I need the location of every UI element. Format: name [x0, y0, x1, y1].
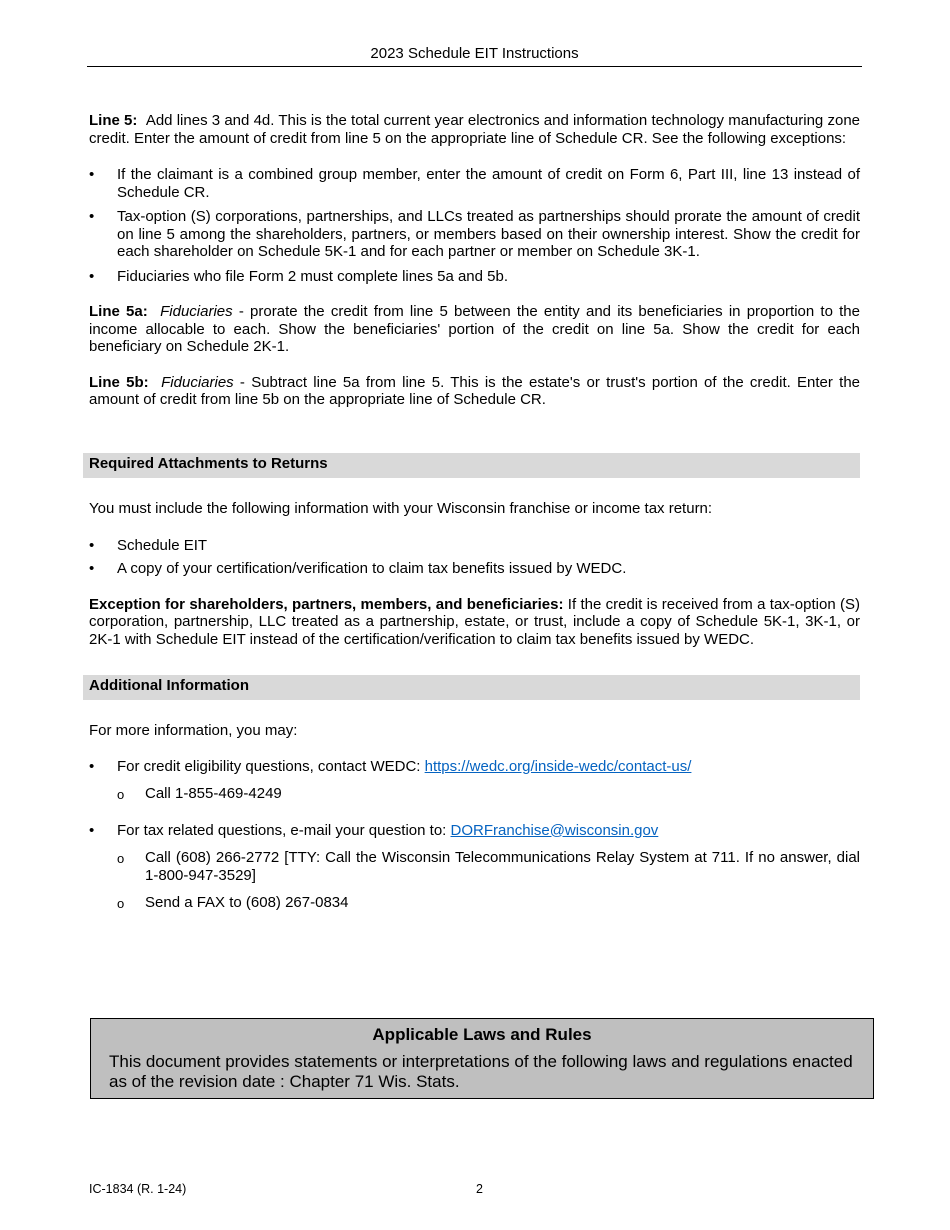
- line5a-italic: Fiduciaries: [160, 303, 233, 320]
- bullet-mark: •: [89, 166, 95, 183]
- exception-label: Exception for shareholders, partners, members, and beneficiaries:: [89, 595, 564, 613]
- sub-list-item-text: Send a FAX to (608) 267-0834: [145, 894, 349, 911]
- line5a-paragraph: [89, 303, 860, 356]
- list-item-text: If the claimant is a combined group member, enter the amount of credit on Form 6, Part III, line 13 instead of Schedule CR.: [117, 166, 860, 201]
- list-item-text: [117, 822, 860, 840]
- sub-list-item-text: Call (608) 266-2772 [TTY: Call the Wisconsin Telecommunications Relay System at 711. If no answer, dial 1-800-947-3529]: [145, 849, 860, 884]
- list-item: [89, 758, 860, 776]
- bullet-mark: •: [89, 267, 95, 285]
- sub-bullet-mark: o: [117, 787, 125, 802]
- list-item-text: A copy of your certification/verification to claim tax benefits issued by WEDC.: [117, 560, 627, 577]
- footer-form-id: IC-1834 (R. 1-24): [89, 1182, 187, 1196]
- attachments-intro: You must include the following information with your Wisconsin franchise or income tax return:: [89, 500, 713, 517]
- line5b-text: - Subtract line 5a from line 5. This is the estate's or trust's portion of the credit. Enter the amount of credit from line 5b on the appropriate line of Schedule CR.: [89, 373, 860, 408]
- sub-list-item-text: Call 1-855-469-4249: [145, 785, 282, 802]
- list-item-text: Schedule EIT: [117, 536, 208, 554]
- line5-text: Add lines 3 and 4d. This is the total current year electronics and information technology manufacturing zone credit. Enter the amount of credit from line 5 on the appropriate line of Schedule CR. See the following exceptions:: [89, 112, 861, 147]
- laws-body: This document provides statements or interpretations of the following laws and regulations enacted as of the revision date : Chapter 71 Wis. Stats.: [109, 1052, 853, 1091]
- line5-label: Line 5:: [89, 112, 138, 129]
- list-item: [89, 822, 860, 840]
- list-item: [89, 208, 860, 261]
- line5-paragraph: [89, 112, 860, 147]
- list-item: [89, 268, 860, 286]
- sub-bullet-mark: o: [117, 896, 125, 911]
- bullet-mark: •: [89, 560, 95, 577]
- exception-text: If the credit is received from a tax-option (S) corporation, partnership, LLC treated as a partnership, estate, or trust, include a copy of Schedule 5K-1, 3K-1, or 2K-1 with Schedule EIT instead of the certification/verification to claim tax benefits issued by WEDC.: [89, 595, 860, 648]
- additional-section: [89, 722, 860, 912]
- bullet-mark: •: [89, 208, 95, 225]
- dor-email-link[interactable]: DORFranchise@wisconsin.gov: [450, 821, 659, 839]
- laws-title: Applicable Laws and Rules: [372, 1025, 592, 1044]
- list-item-text: Fiduciaries who file Form 2 must complete lines 5a and 5b.: [117, 267, 509, 285]
- section-heading-attachments: Required Attachments to Returns: [83, 453, 860, 478]
- list-item: [89, 537, 860, 555]
- line5b-italic: Fiduciaries: [161, 373, 234, 391]
- list-item-text: Tax-option (S) corporations, partnerships, and LLCs treated as partnerships should prorate the amount of credit on line 5 among the shareholders, partners, or members based on their ownership interest. Show the credit for each shareholder on Schedule 5K-1 and for each partner or member on Schedule 3K-1.: [117, 208, 860, 260]
- line5b-label: Line 5b:: [89, 373, 149, 391]
- sub-list-item: [89, 785, 860, 803]
- sub-bullet-mark: o: [117, 851, 125, 866]
- instructions-body: [89, 112, 860, 409]
- line5a-label: Line 5a:: [89, 303, 148, 320]
- list-item-text: [117, 758, 860, 776]
- page-header-title: 2023 Schedule EIT Instructions: [87, 45, 862, 67]
- bullet-mark: •: [89, 536, 95, 554]
- sub-list-item: [89, 849, 860, 884]
- wedc-text: For credit eligibility questions, contact WEDC:: [117, 757, 425, 775]
- wedc-contact-link[interactable]: https://wedc.org/inside-wedc/contact-us/: [424, 757, 692, 775]
- section-heading-additional: Additional Information: [83, 675, 860, 700]
- tax-text: For tax related questions, e-mail your question to:: [117, 821, 451, 839]
- line5b-paragraph: [89, 374, 860, 409]
- applicable-laws-box: [90, 1018, 874, 1099]
- exception-paragraph: [89, 596, 860, 649]
- line5a-text: - prorate the credit from line 5 between the entity and its beneficiaries in proportion to the income allocable to each. Show the beneficiaries' portion of the credit on line 5a. Show the credit for each beneficiary on Schedule 2K-1.: [89, 303, 860, 355]
- footer-page-number: 2: [476, 1182, 483, 1196]
- attachments-section: [89, 500, 860, 648]
- sub-list-item: [89, 894, 860, 912]
- list-item: [89, 560, 860, 578]
- bullet-mark: •: [89, 821, 95, 839]
- list-item: [89, 166, 860, 201]
- additional-intro: For more information, you may:: [89, 722, 298, 739]
- bullet-mark: •: [89, 757, 95, 775]
